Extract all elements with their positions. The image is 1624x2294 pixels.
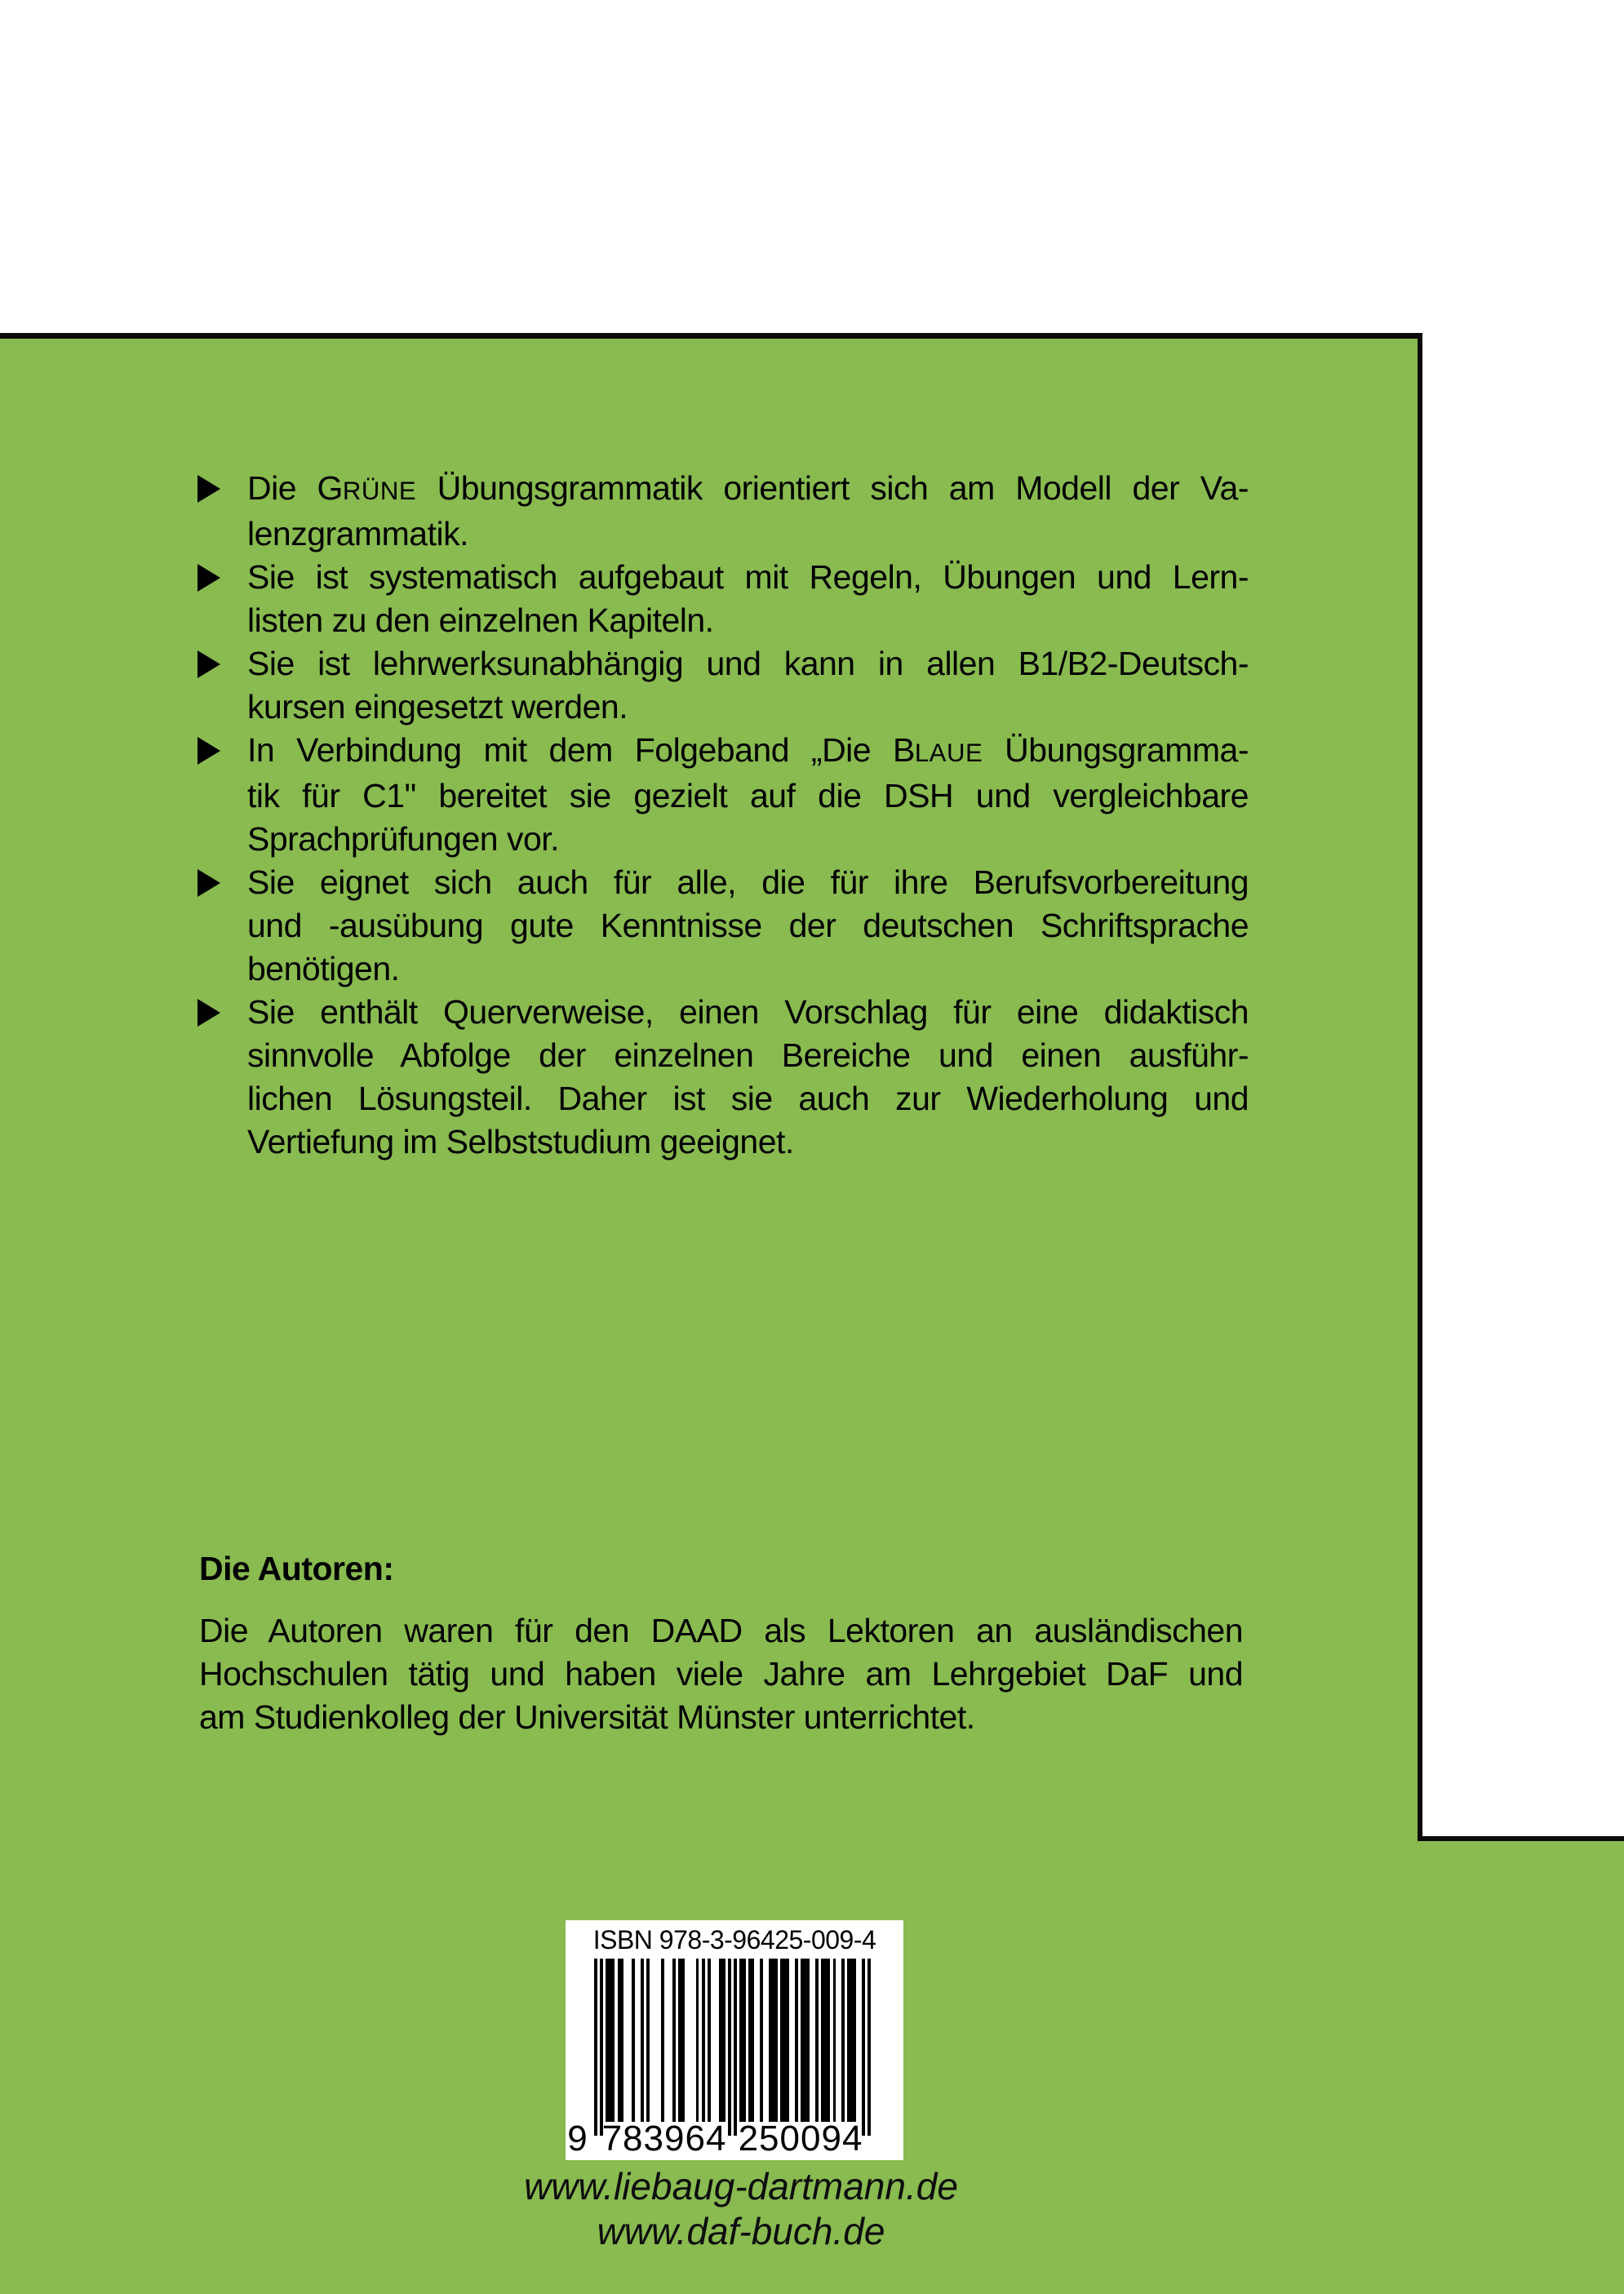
daf-buch-url: www.daf-buch.de [597,2210,885,2252]
bullet-text-line: Die GRÜNE Übungsgrammatik orientiert sich am Modell der Va- [247,469,1249,507]
ean13-barcode [594,1959,871,2136]
ean-digit-group2: 250094 [738,2119,863,2159]
publisher-links [0,2164,1482,2254]
bullet-item [197,642,1249,729]
bullet-text-line: Sie ist lehrwerksunabhängig und kann in allen B1/B2-Deutsch- [247,645,1249,682]
bullet-item [197,729,1249,861]
isbn-barcode-box [566,1920,903,2160]
ean-digit-leading: 9 [567,2119,588,2159]
bullet-text-line: benötigen. [247,950,400,987]
authors-text-line: am Studienkolleg der Universität Münster unterrichtet. [199,1698,975,1736]
bullet-text-line: und -ausübung gute Kenntnisse der deutschen Schriftsprache [247,907,1249,944]
bullet-text-line: In Verbindung mit dem Folgeband „Die BLAUE Übungsgramma- [247,731,1249,769]
feature-bullet-list [197,467,1249,1164]
bullet-triangle-icon [197,475,220,503]
bullet-triangle-icon [197,564,220,592]
isbn-number: ISBN 978-3-96425-009-4 [592,1925,876,1955]
bullet-text-line: Sie ist systematisch aufgebaut mit Regeln, Übungen und Lern- [247,558,1249,596]
bullet-item [197,556,1249,642]
bullet-text-line: lenzgrammatik. [247,515,468,552]
authors-text-line: Hochschulen tätig und haben viele Jahre am Lehrgebiet DaF und [199,1655,1243,1693]
publisher-url: www.liebaug-dartmann.de [524,2165,958,2207]
authors-section [199,1547,1243,1739]
bullet-text-line: lichen Lösungsteil. Daher ist sie auch zur Wiederholung und [247,1080,1249,1117]
bullet-triangle-icon [197,737,220,765]
bullet-text-line: Sprachprüfungen vor. [247,820,560,858]
ean-digit-group1: 783964 [601,2119,727,2159]
bullet-text-line: listen zu den einzelnen Kapiteln. [247,601,714,639]
bullet-triangle-icon [197,650,220,678]
bullet-triangle-icon [197,999,220,1027]
bullet-text-line: tik für C1" bereitet sie gezielt auf die DSH und vergleichbare [247,777,1249,814]
authors-paragraph [199,1609,1243,1739]
bullet-text-line: sinnvolle Abfolge der einzelnen Bereiche und einen ausführ- [247,1036,1249,1074]
cover-top-border [0,333,1422,339]
authors-heading: Die Autoren: [199,1550,394,1587]
bullet-text-line: Vertiefung im Selbststudium geeignet. [247,1123,794,1160]
bullet-triangle-icon [197,869,220,897]
bullet-item [197,991,1249,1164]
authors-text-line: Die Autoren waren für den DAAD als Lektoren an ausländischen [199,1612,1243,1649]
page-edge-notch [1418,333,1624,1841]
bullet-item [197,467,1249,556]
bullet-item [197,861,1249,991]
bullet-text-line: Sie eignet sich auch für alle, die für ihre Berufsvorbereitung [247,863,1249,901]
bullet-text-line: Sie enthält Querverweise, einen Vorschlag für eine didaktisch [247,993,1249,1031]
bullet-text-line: kursen eingesetzt werden. [247,688,628,725]
